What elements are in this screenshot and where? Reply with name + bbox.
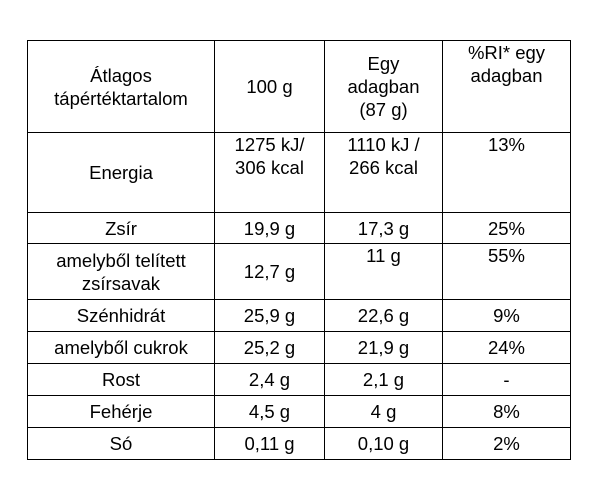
per100-value: 25,9 g [243, 305, 296, 326]
nutrient-cell [28, 428, 215, 460]
ri-cell [443, 332, 571, 364]
per100-cell [215, 133, 325, 213]
per-serving-value: 1110 kJ / 266 kcal [347, 134, 420, 178]
header-per100-cell [215, 41, 325, 133]
per100-cell [215, 300, 325, 332]
per100-cell [215, 396, 325, 428]
header-per-serving-label: Egy adagban (87 g) [347, 53, 420, 120]
per100-cell [215, 364, 325, 396]
per-serving-cell [325, 133, 443, 213]
per100-cell [215, 213, 325, 244]
header-ri-cell [443, 41, 571, 133]
nutrient-label: amelyből cukrok [54, 337, 188, 358]
per-serving-cell [325, 244, 443, 300]
ri-cell [443, 428, 571, 460]
ri-value: 2% [493, 433, 520, 454]
per-serving-value: 2,1 g [362, 369, 405, 390]
nutrition-table [27, 40, 571, 460]
ri-cell [443, 300, 571, 332]
table-row-energy [28, 133, 571, 213]
per-serving-value: 0,10 g [357, 433, 410, 454]
nutrient-cell [28, 213, 215, 244]
table-row-salt [28, 428, 571, 460]
per-serving-cell [325, 428, 443, 460]
table-row-carbohydrate [28, 300, 571, 332]
nutrient-label: Rost [101, 369, 141, 390]
ri-cell [443, 364, 571, 396]
nutrient-cell [28, 396, 215, 428]
ri-cell [443, 213, 571, 244]
header-nutrient-label: Átlagos tápértéktartalom [54, 64, 188, 109]
nutrient-label: amelyből telített zsírsavak [56, 249, 186, 294]
per-serving-cell [325, 332, 443, 364]
header-nutrient-cell [28, 41, 215, 133]
header-per-serving-cell [325, 41, 443, 133]
table-row-sugars [28, 332, 571, 364]
nutrient-cell [28, 244, 215, 300]
ri-value: 9% [493, 305, 520, 326]
per-serving-cell [325, 213, 443, 244]
table-row-fat [28, 213, 571, 244]
ri-value: 13% [487, 134, 526, 155]
per100-value: 12,7 g [243, 261, 296, 282]
ri-value: 8% [493, 401, 520, 422]
nutrient-cell [28, 300, 215, 332]
nutrient-label: Szénhidrát [76, 305, 166, 326]
per-serving-cell [325, 396, 443, 428]
per100-value: 19,9 g [243, 217, 296, 239]
nutrient-label: Fehérje [89, 401, 153, 422]
nutrient-cell [28, 364, 215, 396]
table-row-fiber [28, 364, 571, 396]
per-serving-value: 22,6 g [357, 305, 410, 326]
nutrient-cell [28, 332, 215, 364]
ri-value: 25% [487, 217, 526, 239]
nutrient-label: Energia [89, 162, 153, 183]
per100-cell [215, 244, 325, 300]
ri-cell [443, 133, 571, 213]
ri-cell [443, 396, 571, 428]
per100-value: 4,5 g [248, 401, 291, 422]
per100-cell [215, 332, 325, 364]
per-serving-value: 4 g [370, 401, 397, 422]
ri-cell [443, 244, 571, 300]
per-serving-value: 17,3 g [357, 217, 410, 239]
nutrient-label: Só [109, 433, 133, 454]
per-serving-value: 11 g [366, 245, 401, 266]
table-row-saturated-fat [28, 244, 571, 300]
per-serving-cell [325, 364, 443, 396]
ri-value: - [503, 369, 510, 390]
per-serving-value: 21,9 g [357, 337, 410, 358]
per-serving-cell [325, 300, 443, 332]
header-ri-label: %RI* egy adagban [467, 42, 546, 86]
table-row-protein [28, 396, 571, 428]
per100-value: 0,11 g [244, 433, 295, 454]
per100-value: 1275 kJ/ 306 kcal [234, 134, 305, 178]
per100-value: 25,2 g [243, 337, 296, 358]
ri-value: 55% [487, 245, 526, 266]
nutrient-label: Zsír [105, 217, 137, 239]
per100-cell [215, 428, 325, 460]
nutrient-cell [28, 133, 215, 213]
per100-value: 2,4 g [248, 369, 291, 390]
header-per100-label: 100 g [246, 76, 293, 97]
header-row [28, 41, 571, 133]
ri-value: 24% [487, 337, 526, 358]
